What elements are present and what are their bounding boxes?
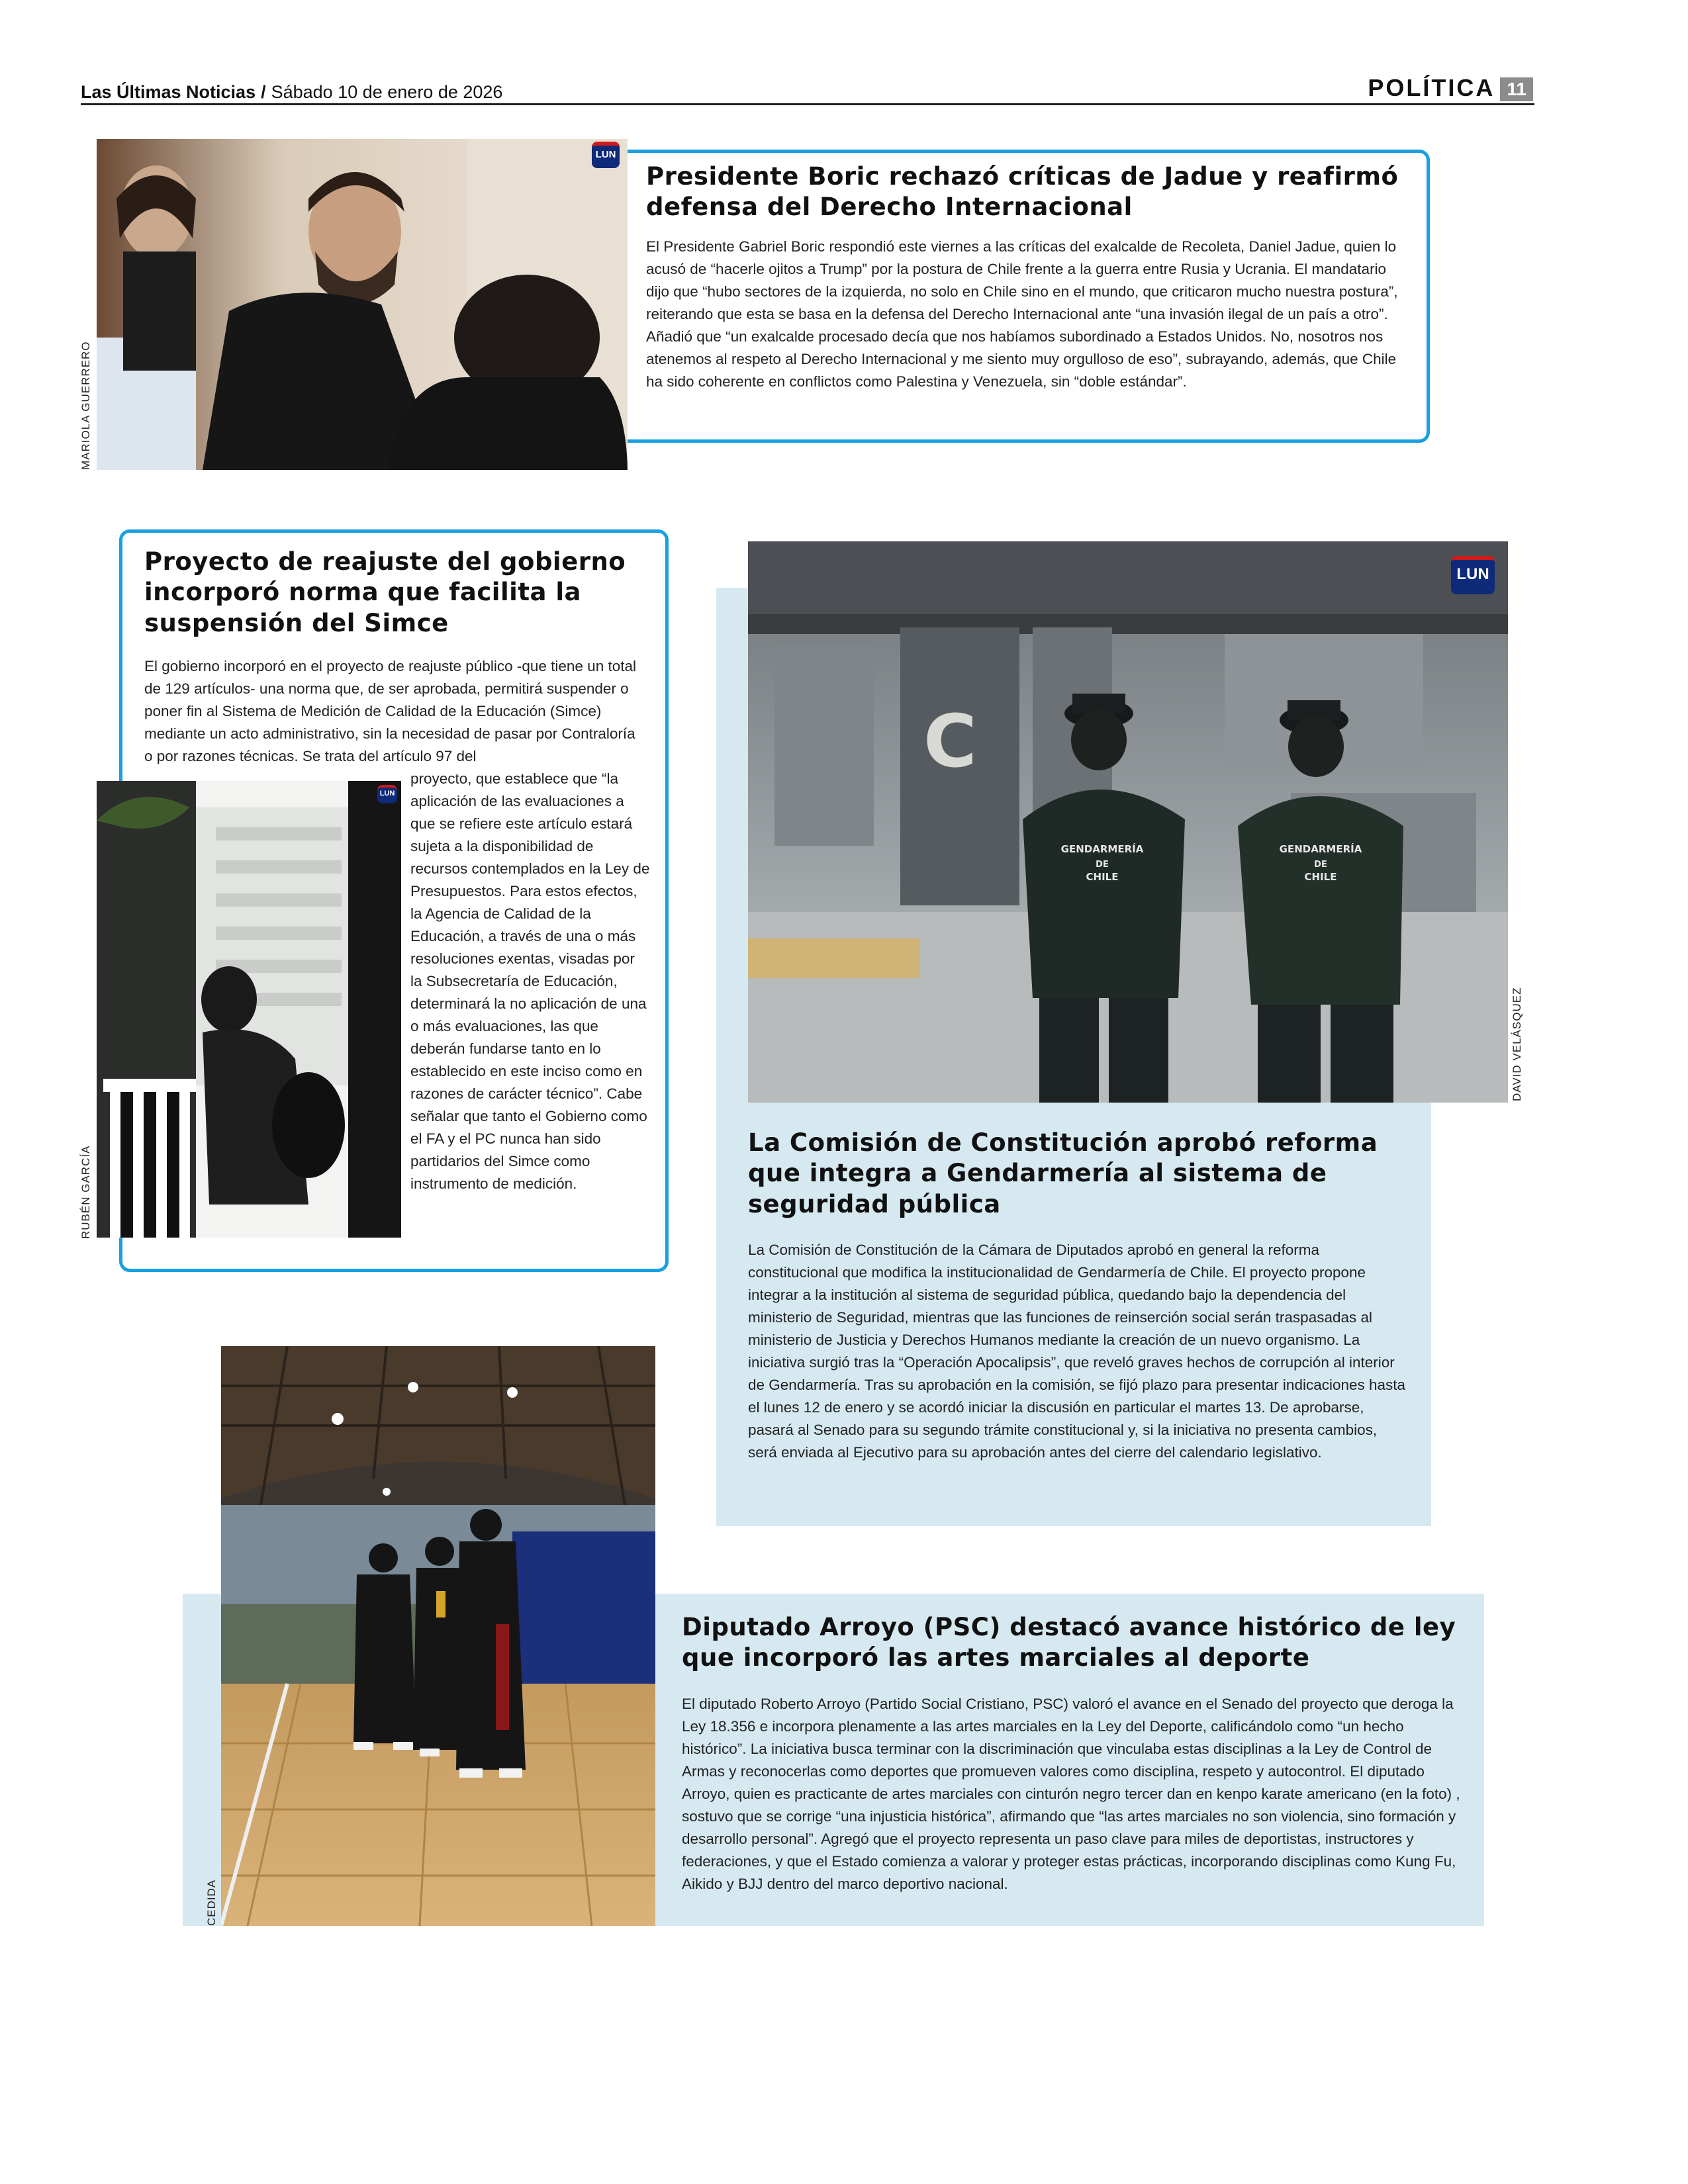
lun-logo: LUN xyxy=(377,785,397,803)
arroyo-headline: Diputado Arroyo (PSC) destacó avance histórico de ley que incorporó las artes marciales al deporte xyxy=(682,1613,1456,1672)
vest-text-guard-1-de: DE xyxy=(1096,860,1109,870)
simce-body-intro-text: El gobierno incorporó en el proyecto de reajuste público -que tiene un total de 129 artículos- una norma que, de ser aprobada, permitirá suspender o poner fin al Sistema de Medición de Calidad de la Educación (Simce) mediante un acto administrativo, sin la necesidad de pasar por Contraloría o por razones técnicas. Se trata del artículo 97 del xyxy=(144,658,636,764)
gendarmeria-headline: La Comisión de Constitución aprobó reforma que integra a Gendarmería al sistema de seguridad pública xyxy=(748,1128,1378,1218)
lun-logo: LUN xyxy=(592,142,620,168)
arroyo-photo-credit: CEDIDA xyxy=(205,1879,218,1926)
arroyo-photo xyxy=(221,1346,655,1926)
gendarmeria-body-text: La Comisión de Constitución de la Cámara de Diputados aprobó en general la reforma constitucional que modifica la institucionalidad de Gendarmería de Chile. El proyecto propone integrar a la institución al sistema de seguridad pública, quedando bajo la dependencia del ministerio de Seguridad, mientras que las funciones de reinserción social serán traspasadas al ministerio de Justicia y Derechos Humanos mediante la creación de un nuevo organismo. La iniciativa surgió tras la “Operación Apocalipsis”, que reveló graves hechos de corrupción al interior de Gendarmería. Tras su aprobación en la comisión, se fijó plazo para presentar indicaciones hasta el lunes 12 de enero y se acordó iniciar la discusión en particular el martes 13. De aprobarse, pasará al Senado para su segundo trámite constitucional y, si la iniciativa no presenta cambios, será enviada al Ejecutivo para su aprobación antes del cierre del calendario legislativo. xyxy=(748,1242,1406,1461)
vest-text-guard-1: GENDARMERÍA xyxy=(1060,843,1144,855)
vest-text-guard-2-de: DE xyxy=(1314,860,1327,870)
boric-body xyxy=(646,236,1401,393)
simce-photo-credit: RUBÉN GARCÍA xyxy=(79,1145,92,1239)
header-rule xyxy=(81,103,1534,105)
header-separator: / xyxy=(261,82,266,102)
simce-body-column xyxy=(410,768,650,1195)
simce-headline: Proyecto de reajuste del gobierno incorporó norma que facilita la suspensión del Simce xyxy=(144,547,626,637)
arroyo-body xyxy=(682,1693,1463,1895)
boric-body-text: El Presidente Gabriel Boric respondió este viernes a las críticas del exalcalde de Recoleta, Daniel Jadue, quien lo acusó de “hacerle ojitos a Trump” por la postura de Chile frente a la guerra entre Rusia y Ucrania. El mandatario dijo que “hubo sectores de la izquierda, no solo en Chile sino en el mundo, que criticaron mucho nuestra postura”, reiterando que esta se basa en la defensa del Derecho Internacional ante “una invasión ilegal de un país a otro”. Añadió que “un exalcalde procesado decía que nos habíamos subordinado a Estados Unidos. No, nosotros nos atenemos al respeto al Derecho Internacional y me siento muy orgulloso de eso”, subrayando, además, que Chile ha sido coherente en conflictos como Palestina y Venezuela, sin “doble estándar”. xyxy=(646,238,1398,390)
boric-headline: Presidente Boric rechazó críticas de Jadue y reafirmó defensa del Derecho Internacional xyxy=(646,162,1399,222)
vest-text-guard-2-chile: CHILE xyxy=(1304,871,1337,883)
boric-photo xyxy=(97,139,628,470)
page-number: 11 xyxy=(1500,77,1533,101)
lun-logo: LUN xyxy=(1451,556,1495,594)
section-label xyxy=(1368,74,1533,102)
gendarmeria-body xyxy=(748,1239,1410,1464)
vest-text-guard-2: GENDARMERÍA xyxy=(1279,843,1362,855)
gendarmeria-photo xyxy=(748,541,1508,1103)
vest-text-guard-1-chile: CHILE xyxy=(1086,871,1119,883)
gendarmeria-photo-credit: DAVID VELÁSQUEZ xyxy=(1511,987,1523,1101)
publication-date: Sábado 10 de enero de 2026 xyxy=(271,82,503,102)
section-name: POLÍTICA xyxy=(1368,74,1495,101)
header-publication-line xyxy=(81,82,502,103)
publication-name: Las Últimas Noticias xyxy=(81,82,256,102)
wall-letter: C xyxy=(923,699,977,784)
boric-photo-credit: MARIOLA GUERRERO xyxy=(79,341,92,470)
arroyo-body-text: El diputado Roberto Arroyo (Partido Social Cristiano, PSC) valoró el avance en el Senado del proyecto que deroga la Ley 18.356 e incorpora plenamente a las artes marciales en la Ley del Deporte, calificándolo como “un hecho histórico”. La iniciativa busca terminar con la discriminación que vinculaba estas disciplinas a la Ley de Control de Armas y reconocerlas como deportes que promueven valores como disciplina, respeto y autocontrol. El diputado Arroyo, quien es practicante de artes marciales con cinturón negro tercer dan en kenpo karate americano (en la foto) , sostuvo que se corrige “una injusticia histórica”, afirmando que “las artes marciales no son violencia, sino formación y desarrollo personal”. Agregó que el proyecto representa un paso clave para miles de deportistas, instructores y federaciones, y que el Estado comienza a valorar y proteger estas prácticas, incorporando disciplinas como Kung Fu, Aikido y BJJ dentro del marco deportivo nacional. xyxy=(682,1696,1460,1892)
simce-body-column-text: proyecto, que establece que “la aplicación de las evaluaciones a que se refiere este artículo estará sujeta a la disponibilidad de recursos contemplados en la Ley de Presupuestos. Para estos efectos, la Agencia de Calidad de la Educación, a través de una o más resoluciones exentas, visadas por la Subsecretaría de Educación, determinará la no aplicación de una o más evaluaciones, las que deberán fundarse tanto en lo establecido en este inciso como en razones de carácter técnico”. Cabe señalar que tanto el Gobierno como el FA y el PC nunca han sido partidarios del Simce como instrumento de medición. xyxy=(410,770,650,1192)
simce-photo xyxy=(97,781,401,1238)
simce-body-intro xyxy=(144,655,647,768)
